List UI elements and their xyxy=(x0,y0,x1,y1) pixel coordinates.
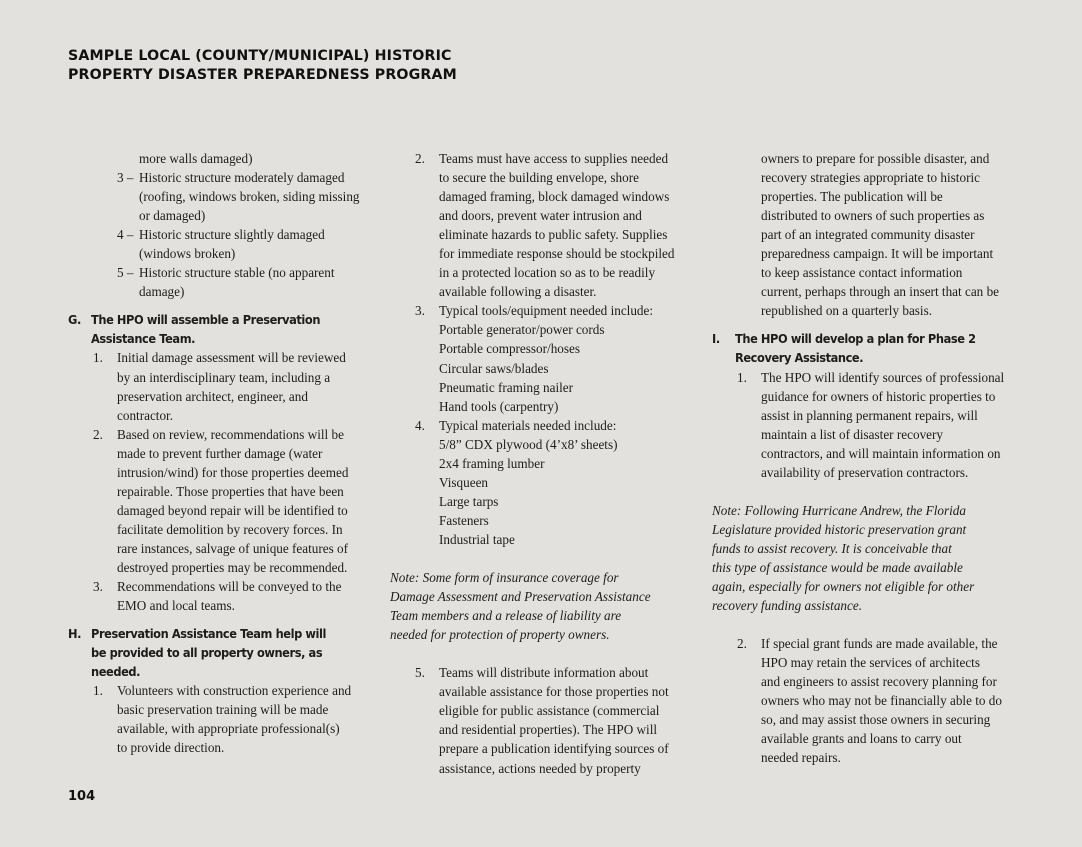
section-letter: G. xyxy=(68,312,81,328)
section-letter: I. xyxy=(712,331,720,347)
section-h-item-1: 1. Volunteers with construction experience and basic preservation training will be made available, with appropriate professional(s) to provide direction. xyxy=(93,683,352,756)
section-g-item-3: 3. Recommendations will be conveyed to the EMO and local teams. xyxy=(93,579,342,614)
section-letter: H. xyxy=(68,626,82,642)
rating-number: 3 – xyxy=(117,170,134,186)
list-item-2: 2. Teams must have access to supplies needed to secure the building envelope, shore damaged framing, block damaged windows and doors, prevent water intrusion and eliminate hazards to public safety. Supplies for immediate response should be stockpiled in a protected location so as to be readily available following a disaster. xyxy=(415,151,675,300)
section-i-item-2: 2. If special grant funds are made available, the HPO may retain the services of architects and engineers to assist recovery planning for owners who may not be financially able to do so, and may assist those owners in securing available grants and loans to carry out needed repairs. xyxy=(737,636,1002,766)
list-item-3-tools: 3. Typical tools/equipment needed include: Portable generator/power cords Portable compressor/hoses Circular saws/blades Pneumatic framing nailer Hand tools (carpentry) xyxy=(415,303,654,414)
rating-item-3: 3 – Historic structure moderately damaged (roofing, windows broken, siding missing or damaged) xyxy=(117,170,360,224)
rating-number: 4 – xyxy=(117,227,134,243)
section-g-heading: G. The HPO will assemble a Preservation Assistance Team. xyxy=(68,312,321,347)
column-3 xyxy=(712,149,1022,768)
column-2 xyxy=(390,149,700,778)
list-item-5: 5. Teams will distribute information about available assistance for those properties not eligible for public assistance (commercial and residential properties). The HPO will prepare a publication identifying sources of assistance, actions needed by property xyxy=(415,665,669,776)
section-g-item-1: 1. Initial damage assessment will be reviewed by an interdisciplinary team, including a preservation architect, engineer, and contractor. xyxy=(93,350,346,423)
page-number: 104 xyxy=(68,789,96,804)
list-item-4-materials: 4. Typical materials needed include: 5/8” CDX plywood (4’x8’ sheets) 2x4 framing lumber Visqueen Large tarps Fasteners Industrial tape xyxy=(415,417,618,547)
hurricane-andrew-note: Note: Following Hurricane Andrew, the Florida Legislature provided historic preservation grant funds to assist recovery. It is conceivable that this type of assistance would be made available again, especially for owners not eligible for other recovery funding assistance. xyxy=(712,502,975,614)
insurance-note: Note: Some form of insurance coverage for Damage Assessment and Preservation Assistance Team members and a release of liability are needed for protection of property owners. xyxy=(390,570,651,643)
title-line-1: SAMPLE LOCAL (COUNTY/MUNICIPAL) HISTORIC xyxy=(68,48,452,64)
rating-number: 5 – xyxy=(117,265,134,281)
rating-continuation: more walls damaged) xyxy=(139,151,253,166)
rating-item-4: 4 – Historic structure slightly damaged (windows broken) xyxy=(117,227,325,262)
section-i-item-1: 1. The HPO will identify sources of professional guidance for owners of historic properties to assist in planning permanent repairs, will maintain a list of disaster recovery contractors, and will maintain information on availability of preservation contractors. xyxy=(737,369,1005,480)
section-i-heading: I. The HPO will develop a plan for Phase 2 Recovery Assistance. xyxy=(712,331,976,366)
rating-item-5: 5 – Historic structure stable (no apparent damage) xyxy=(117,265,335,300)
column-1 xyxy=(68,149,378,757)
title-line-2: PROPERTY DISASTER PREPAREDNESS PROGRAM xyxy=(68,66,457,83)
document-title xyxy=(68,47,457,84)
section-g-item-2: 2. Based on review, recommendations will be made to prevent further damage (water intrusion/wind) for those properties deemed repairable. Those properties that have been damaged beyond repair will be identified to facilitate demolition by recovery forces. In rare instances, salvage of unique features of destroyed properties may be recommended. xyxy=(93,426,349,575)
section-h-heading: H. Preservation Assistance Team help will be provided to all property owners, as needed. xyxy=(68,626,326,680)
list-item-5-continued: owners to prepare for possible disaster, and recovery strategies appropriate to historic properties. The publication will be distributed to owners of such properties as part of an integrated community disaster preparedness campaign. It will be important to keep assistance contact information current, perhaps through an insert that can be republished on a quarterly basis. xyxy=(761,151,1000,319)
